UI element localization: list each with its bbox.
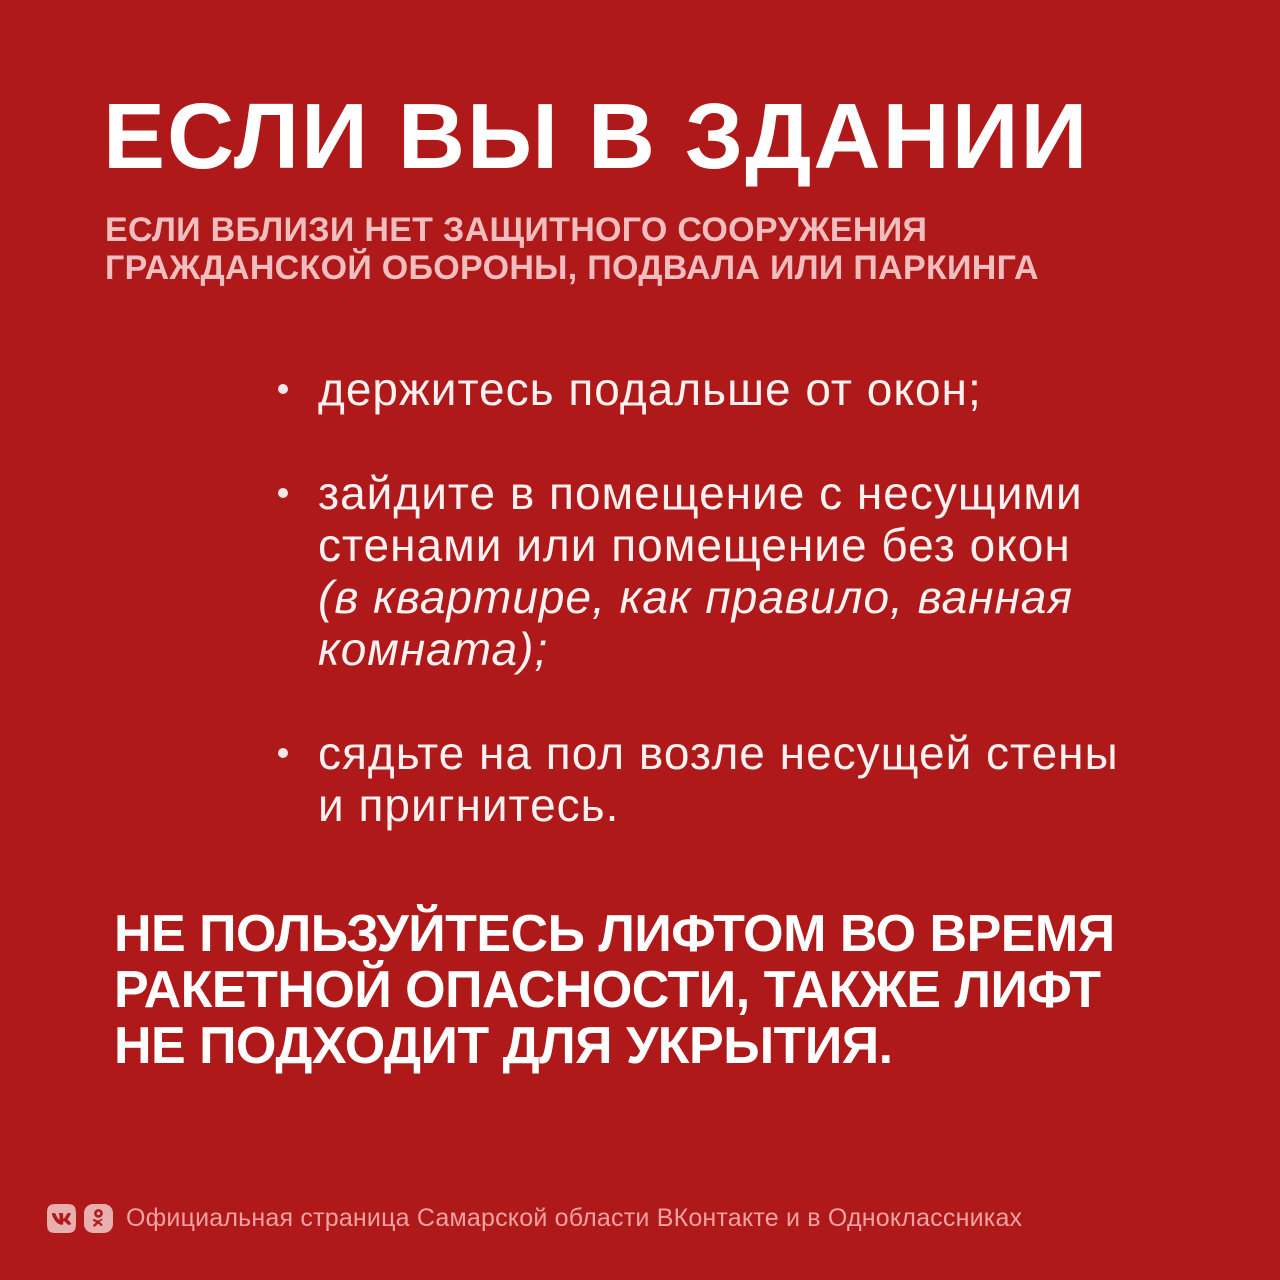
footer <box>47 1204 1022 1233</box>
odnoklassniki-icon <box>84 1204 113 1233</box>
list-item <box>278 727 1119 831</box>
page-subtitle <box>105 211 1039 287</box>
warning-text <box>114 906 1115 1074</box>
list-item-text <box>318 467 1083 675</box>
warning-line: РАКЕТНОЙ ОПАСНОСТИ, ТАКЖЕ ЛИФТ <box>114 961 1101 1019</box>
warning-line: НЕ ПОДХОДИТ ДЛЯ УКРЫТИЯ. <box>114 1017 893 1075</box>
page-title: ЕСЛИ ВЫ В ЗДАНИИ <box>103 84 1090 188</box>
subtitle-line: ГРАЖДАНСКОЙ ОБОРОНЫ, ПОДВАЛА ИЛИ ПАРКИНГА <box>105 249 1039 287</box>
list-item-line: сядьте на пол возле несущей стены <box>318 727 1119 779</box>
list-item-line: стенами или помещение без окон <box>318 519 1071 571</box>
bullet-dot <box>278 384 288 394</box>
list-item-line: (в квартире, как правило, ванная <box>318 571 1073 623</box>
list-item-text <box>318 727 1119 831</box>
subtitle-line: ЕСЛИ ВБЛИЗИ НЕТ ЗАЩИТНОГО СООРУЖЕНИЯ <box>105 211 928 249</box>
list-item-line: комната); <box>318 623 549 675</box>
list-item-line: зайдите в помещение с несущими <box>318 467 1083 519</box>
bullet-dot <box>278 748 288 758</box>
list-item-text <box>318 363 982 415</box>
list-item-line: держитесь подальше от окон; <box>318 363 982 415</box>
warning-line: НЕ ПОЛЬЗУЙТЕСЬ ЛИФТОМ ВО ВРЕМЯ <box>114 905 1115 963</box>
instruction-list <box>278 363 1119 883</box>
list-item <box>278 467 1119 675</box>
list-item <box>278 363 1119 415</box>
bullet-dot <box>278 488 288 498</box>
vk-icon <box>47 1204 76 1233</box>
footer-text: Официальная страница Самарской области ВКонтакте и в Одноклассниках <box>126 1204 1023 1232</box>
list-item-line: и пригнитесь. <box>318 779 620 831</box>
